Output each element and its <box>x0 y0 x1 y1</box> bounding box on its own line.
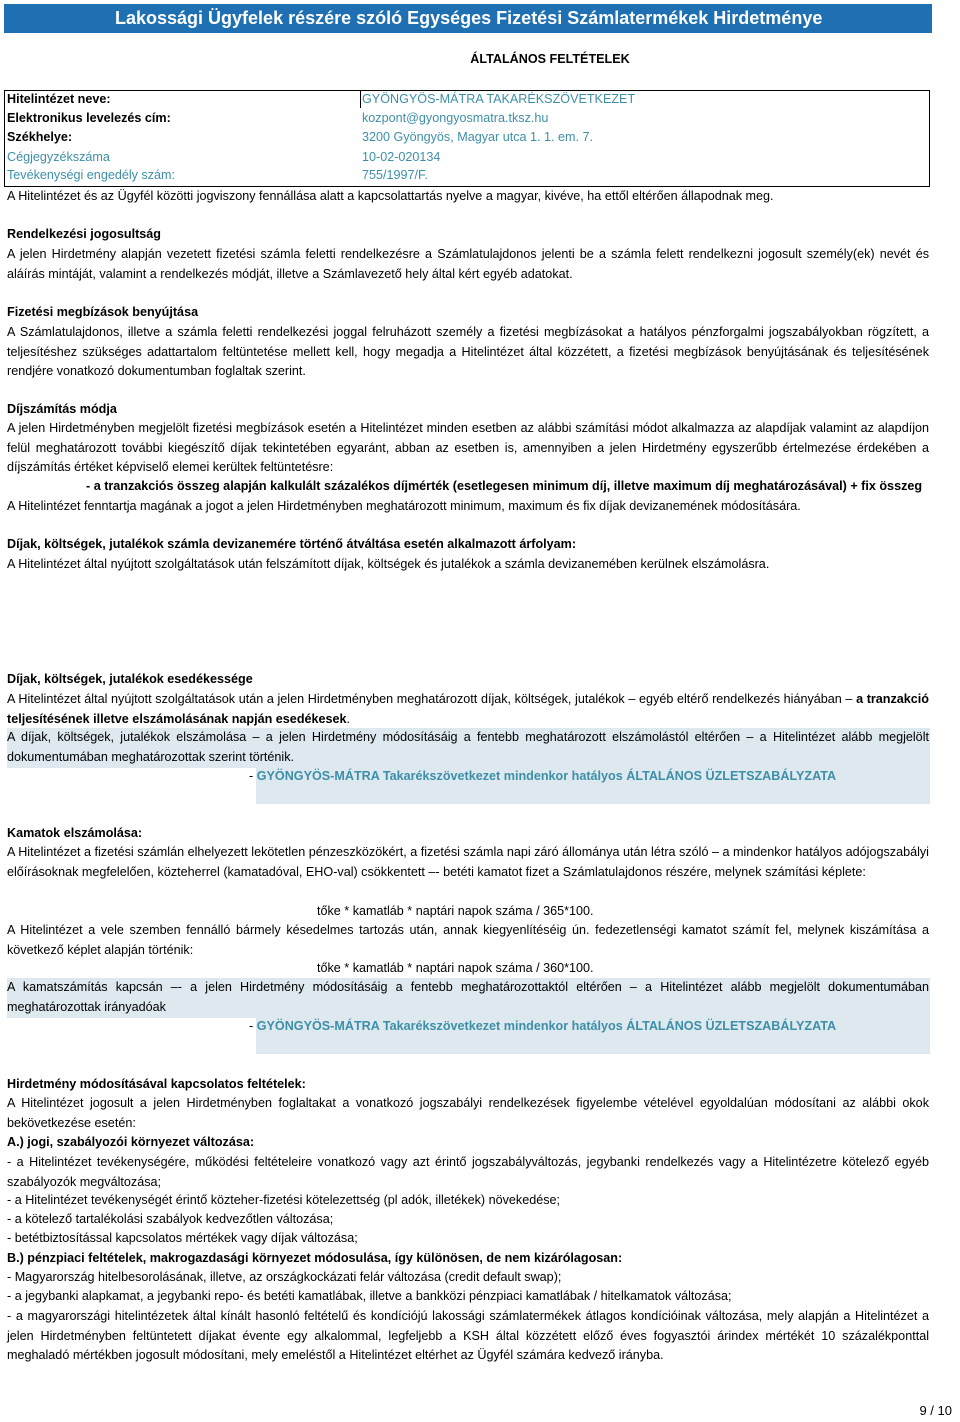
list-item: - a jegybanki alapkamat, a jegybanki repo- és betéti kamatlábak, illetve a bankközi pénzpiaci kamatlábak / hitelkamatok változása; <box>7 1289 732 1303</box>
info-label: Cégjegyzékszáma <box>7 150 110 164</box>
info-label: Hitelintézet neve: <box>7 92 111 106</box>
fee-formula: - a tranzakciós összeg alapján kalkulált százalékos díjmérték (esetlegesen minimum díj, illetve maximum díj meghatározásával) + fix összeg <box>86 479 923 493</box>
list-item: - a magyarországi hitelintézetek által kínált hasonló feltételű és kondíciójú lakossági számlatermékek átlagos kondícióinak változása, mely alapján a Hitelintézet a jelen Hirdetményben feltüntetett díjakat évente egy alkalommal, legfeljebb a KSH által közzétett előző éves fogyasztói árindex mértékét 10 százalékponttal meghaladó mértékben jogosult módosítani, mely emeléstől a Hitelintézet eltérhet az Ügyfél számára kedvező irányba. <box>7 1309 929 1362</box>
reference-link[interactable]: GYÖNGYÖS-MÁTRA Takarékszövetkezet mindenkor hatályos ÁLTALÁNOS ÜZLETSZABÁLYZATA <box>256 769 837 783</box>
page-subtitle: ÁLTALÁNOS FELTÉTELEK <box>470 52 630 66</box>
ref-dash: - <box>249 769 257 783</box>
section-text: A Hitelintézet által nyújtott szolgáltatások után felszámított díjak, költségek és jutalékok a számla devizanemében kerülnek elszámolásra. <box>7 557 770 571</box>
list-item: - a Hitelintézet tevékenységére, működési feltételeire vonatkozó vagy azt érintő jogszabályváltozás, jegybanki rendelkezés vagy a Hitelintézetre kötelező egyéb szabályozók megváltozása; <box>7 1155 929 1189</box>
section-heading: Kamatok elszámolása: <box>7 826 143 840</box>
reference-link[interactable]: GYÖNGYÖS-MÁTRA Takarékszövetkezet mindenkor hatályos ÁLTALÁNOS ÜZLETSZABÁLYZATA <box>256 1019 837 1033</box>
section-text: A Hitelintézet a vele szemben fennálló bármely késedelmes tartozás után, annak kiegyenlítéséig ún. fedezetlenségi kamatot számít fel, melynek kiszámítása a következő képlet alapján történik: <box>7 923 929 957</box>
section-heading: Hirdetmény módosításával kapcsolatos feltételek: <box>7 1077 306 1091</box>
list-item: - a Hitelintézet tevékenységét érintő közteher-fizetési kötelezettség (pl adók, illetékek) növekedése; <box>7 1193 561 1207</box>
info-label: Elektronikus levelezés cím: <box>7 111 171 125</box>
text-emphasis: a tranzakció teljesítésének illetve elszámolásának napján esedékesek <box>7 692 929 726</box>
interest-formula: tőke * kamatláb * naptári napok száma / 365*100. <box>317 904 594 918</box>
section-text: A Hitelintézet a fizetési számlán elhelyezett lekötetlen pénzeszközökért, a fizetési számla napi záró állománya után létra szóló – a mindenkor hatályos adójogszabályi előírásoknak megfelelően, közteherrel (kamatadóval, EHO-val) csökkentett –- betéti kamatot fizet a Számlatulajdonos részére, melynek számítási képlete: <box>7 845 929 879</box>
section-heading: Díjszámítás módja <box>7 402 117 416</box>
reference-line <box>249 767 836 786</box>
list-item: - a kötelező tartalékolási szabályok kedvezőtlen változása; <box>7 1212 334 1226</box>
section-text: A kamatszámítás kapcsán –- a jelen Hirdetmény módosításáig a fentebb meghatározottaktól eltérően – a Hitelintézet alább megjelölt dokumentumában meghatározottak irányadóak <box>7 980 929 1014</box>
text-part: A Hitelintézet által nyújtott szolgáltatások után a jelen Hirdetményben meghatározott díjak, költségek, jutalékok – egyéb eltérő rendelkezés hiányában – <box>7 692 857 706</box>
section-heading: Díjak, költségek, jutalékok esedékessége <box>7 672 253 686</box>
list-item: - betétbiztosítással kapcsolatos mértékek vagy díjak változása; <box>7 1231 358 1245</box>
section-text: A jelen Hirdetmény alapján vezetett fizetési számla feletti rendelkezésre a Számlatulajdonos jelenti be a számla felett rendelkezni jogosult személy(ek) nevét és aláírás mintáját, valamint a rendelkezés módját, illetve a Számlavezető hely által kért egyéb adatokat. <box>7 247 929 281</box>
reference-line <box>249 1017 836 1036</box>
section-note: A Hitelintézet fenntartja magának a jogot a jelen Hirdetményben meghatározott minimum, maximum és fix díjak devizanemének módosítására. <box>7 499 801 513</box>
info-label: Tevékenységi engedély szám: <box>7 168 176 182</box>
ref-dash: - <box>249 1019 257 1033</box>
interest-formula: tőke * kamatláb * naptári napok száma / 360*100. <box>317 961 594 975</box>
section-text: A díjak, költségek, jutalékok elszámolása – a jelen Hirdetmény módosításáig a fentebb meghatározott elszámolástól eltérően – a Hitelintézet alább megjelölt dokumentumában meghatározottak szerint történik. <box>7 730 929 764</box>
section-heading: Fizetési megbízások benyújtása <box>7 305 199 319</box>
info-value: 10-02-020134 <box>362 150 441 164</box>
info-value: GYÖNGYÖS-MÁTRA TAKARÉKSZÖVETKEZET <box>362 92 636 106</box>
section-text: A Hitelintézet jogosult a jelen Hirdetményben foglaltakat a vonatkozó jogszabályi rendelkezések figyelembe vételével egyoldalúan módosítani az alábbi okok bekövetkezése esetén: <box>7 1096 929 1130</box>
subsection-heading: A.) jogi, szabályozói környezet változása: <box>7 1135 255 1149</box>
subsection-heading: B.) pénzpiaci feltételek, makrogazdasági környezet módosulása, így különösen, de nem kizárólagosan: <box>7 1251 623 1265</box>
page-number: 9 / 10 <box>919 1403 952 1418</box>
info-label: Székhelye: <box>7 130 73 144</box>
list-item: - Magyarország hitelbesorolásának, illetve, az országkockázati felár változása (credit default swap); <box>7 1270 562 1284</box>
info-value: 3200 Gyöngyös, Magyar utca 1. 1. em. 7. <box>362 130 594 144</box>
page-banner: Lakossági Ügyfelek részére szóló Egységes Fizetési Számlatermékek Hirdetménye <box>4 4 932 33</box>
section-text: A jelen Hirdetményben megjelölt fizetési megbízások esetén a Hitelintézet minden esetben az alábbi számítási módot alkalmazza az alapdíjak valamint az alapdíjon felül meghatározott további kiegészítő díjak tekintetében egyaránt, abban az esetben is, amennyiben a jelen Hirdetmény egyszerűbb értelmezése érdekében a díjszámítás értéket képviselő elemei kerültek feltüntetésre: <box>7 421 929 474</box>
section-text: A Számlatulajdonos, illetve a számla feletti rendelkezési joggal felruházott személy a fizetési megbízásokat a hatályos pénzforgalmi jogszabályokban rögzített, a teljesítéshez szükséges adattartalom feltüntetése mellett kell, hogy megadja a Hitelintézet által közzétett, a fizetési megbízások benyújtásának és teljesítésének rendjére vonatkozó dokumentumban foglaltak szerint. <box>7 325 929 378</box>
section-text <box>7 690 929 729</box>
section-heading: Rendelkezési jogosultság <box>7 227 161 241</box>
section-heading: Díjak, költségek, jutalékok számla devizanemére történő átváltása esetén alkalmazott árfolyam: <box>7 537 577 551</box>
text-part: . <box>346 711 351 726</box>
language-note: A Hitelintézet és az Ügyfél közötti jogviszony fennállása alatt a kapcsolattartás nyelve a magyar, kivéve, ha ettől eltérően állapodnak meg. <box>7 189 774 203</box>
info-value: 755/1997/F. <box>362 168 428 182</box>
email-link[interactable]: kozpont@gyongyosmatra.tksz.hu <box>362 111 549 125</box>
